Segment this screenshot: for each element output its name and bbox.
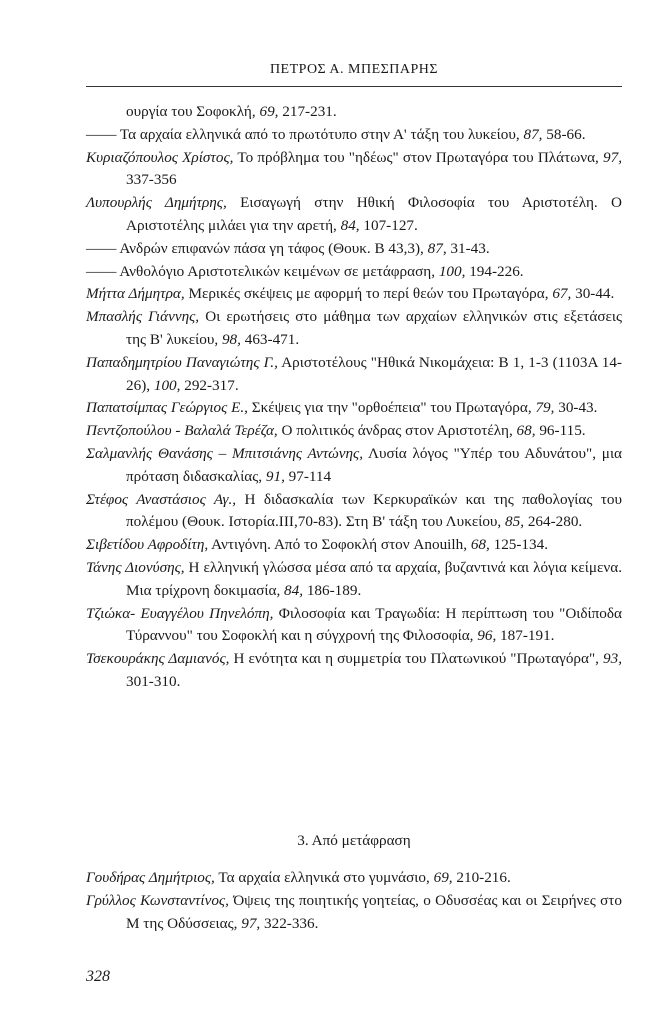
entry-author: Πεντζοπούλου - Βαλαλά Τερέζα, — [86, 422, 278, 440]
entry-author: Μήττα Δήμητρα, — [86, 285, 185, 303]
bibliography-entry: Μήττα Δήμητρα, Μερικές σκέψεις με αφορμή το περί θεών του Πρωταγόρα, 67, 30-44. — [86, 285, 615, 303]
bibliography-entry: Στέφος Αναστάσιος Αγ., Η διδασκαλία των Κερκυραϊκών και της παθολογίας του πολέμου (Θουκ. Ιστορία.ΙΙΙ,70-83). Στη Β' τάξη του Λυκείου, 85, 264-280. — [86, 490, 622, 531]
bibliography-entry: Σαλμανλής Θανάσης – Μπιτσιάνης Αντώνης, Λυσία λόγος "Υπέρ του Αδυνάτου", μια πρόταση διδασκαλίας, 91, 97-114 — [86, 444, 622, 485]
bibliography-list-translation — [86, 867, 622, 935]
entry-author: Σιβετίδου Αφροδίτη, — [86, 536, 209, 554]
bibliography-entry: Τάνης Διονύσης, Η ελληνική γλώσσα μέσα από τα αρχαία, βυζαντινά και λόγια κείμενα. Μια τρίχρονη δοκιμασία, 84, 186-189. — [86, 558, 623, 599]
bibliography-entry: —— Τα αρχαία ελληνικά από το πρωτότυπο στην Α' τάξη του λυκείου, 87, 58-66. — [86, 125, 586, 143]
bibliography-entry: Παπαδημητρίου Παναγιώτης Γ., Αριστοτέλους "Ηθικά Νικομάχεια: Β 1, 1-3 (1103Α 14-26), 100, 292-317. — [86, 353, 622, 394]
bibliography-entry: Παπατσίμπας Γεώργιος Ε., Σκέψεις για την "ορθοέπεια" του Πρωταγόρα, 79, 30-43. — [86, 399, 598, 417]
bibliography-entry: Σιβετίδου Αφροδίτη, Αντιγόνη. Από το Σοφοκλή στον Anouilh, 68, 125-134. — [86, 536, 549, 554]
bibliography-list — [86, 101, 622, 694]
bibliography-entry: Κυριαζόπουλος Χρίστος, Το πρόβλημα του "ηδέως" στον Πρωταγόρα του Πλάτωνα, 97, 337-356 — [86, 148, 622, 189]
entry-author: Παπατσίμπας Γεώργιος Ε., — [86, 399, 248, 417]
entry-author: Παπαδημητρίου Παναγιώτης Γ., — [86, 353, 278, 371]
section-heading: 3. Από μετάφραση — [297, 832, 411, 849]
entry-author: Λυπουρλής Δημήτρης, — [86, 194, 227, 212]
bibliography-entry: Γρύλλος Κωνσταντίνος, Όψεις της ποιητικής γοητείας, ο Οδυσσέας και οι Σειρήνες στο Μ της Οδύσσειας, 97, 322-336. — [86, 891, 622, 932]
entry-author: Μπασλής Γιάννης, — [86, 308, 200, 326]
entry-author: Κυριαζόπουλος Χρίστος, — [86, 148, 234, 166]
bibliography-entry: Μπασλής Γιάννης, Οι ερωτήσεις στο μάθημα των αρχαίων ελληνικών στις εξετάσεις της Β' λυκείου, 98, 463-471. — [86, 308, 623, 348]
bibliography-entry: —— Ανθολόγιο Αριστοτελικών κειμένων σε μετάφραση, 100, 194-226. — [86, 262, 524, 280]
bibliography-entry: Πεντζοπούλου - Βαλαλά Τερέζα, Ο πολιτικός άνδρας στον Αριστοτέλη, 68, 96-115. — [86, 422, 586, 440]
entry-author: Τζιώκα- Ευαγγέλου Πηνελόπη, — [86, 604, 274, 622]
bibliography-entry: Λυπουρλής Δημήτρης, Εισαγωγή στην Ηθική Φιλοσοφία του Αριστοτέλη. Ο Αριστοτέλης μιλάει για την αρετή, 84, 107-127. — [86, 194, 622, 234]
header-rule — [86, 86, 622, 87]
bibliography-entry: Τσεκουράκης Δαμιανός, Η ενότητα και η συμμετρία του Πλατωνικού "Πρωταγόρα", 93, 301-310. — [86, 650, 622, 690]
bibliography-entry: —— Ανδρών επιφανών πάσα γη τάφος (Θουκ. Β 43,3), 87, 31-43. — [86, 239, 490, 257]
entry-author: Γρύλλος Κωνσταντίνος, — [86, 891, 229, 909]
entry-author: Γουδήρας Δημήτριος, — [86, 869, 215, 886]
running-head: ΠΕΤΡΟΣ Α. ΜΠΕΣΠΑΡΗΣ — [269, 62, 439, 77]
bibliography-entry: ουργία του Σοφοκλή, 69, 217-231. — [126, 103, 337, 120]
entry-author: Τάνης Διονύσης, — [86, 558, 185, 576]
bibliography-entry: Τζιώκα- Ευαγγέλου Πηνελόπη, Φιλοσοφία και Τραγωδία: Η περίπτωση του "Οιδίποδα Τύραννου" του Σοφοκλή και η σύγχρονή της Φιλοσοφία, 96, 187-191. — [86, 604, 622, 645]
entry-author: Τσεκουράκης Δαμιανός, — [86, 650, 230, 668]
bibliography-entry: Γουδήρας Δημήτριος, Τα αρχαία ελληνικά στο γυμνάσιο, 69, 210-216. — [86, 869, 511, 886]
entry-author: Σαλμανλής Θανάσης – Μπιτσιάνης Αντώνης, — [86, 444, 363, 462]
page-number: 328 — [86, 968, 110, 985]
entry-author: Στέφος Αναστάσιος Αγ., — [86, 490, 237, 508]
